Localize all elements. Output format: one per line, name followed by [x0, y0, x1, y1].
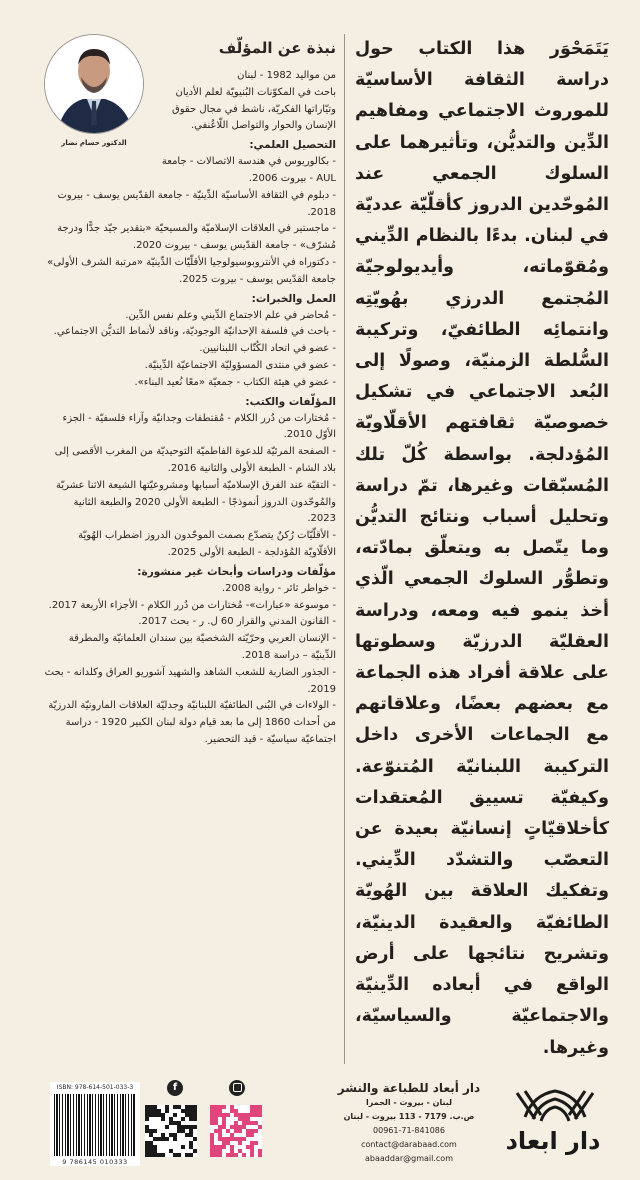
qr-module: [193, 1153, 197, 1157]
bio-list-item: - الولاءات في البُنى الطائفيّة اللبنانيّة وجدليّة العلاقات المارونيّة الدرزيّة من أحداث 1860 إلى ما بعد قيام دولة لبنان الكبير 1920 - دراسة اجتماعيّة سياسيّة - قيد التحضير.: [48, 700, 336, 745]
bio-section-heading: المؤلّفات والكتب:: [245, 395, 336, 408]
bio-section-heading: التحصيل العلمي:: [249, 139, 336, 152]
publisher-info: [334, 1080, 484, 1166]
bio-list-item: - عضو في اتحاد الكُتّاب اللبنانيين.: [199, 343, 336, 355]
qr-module: [258, 1153, 262, 1157]
bio-list-item: - الجذور الضاربة للشعب الشاهد والشهيد آشوريو العراق وكلدانه - بحث 2019.: [44, 666, 336, 695]
bio-list-item: - خواطر ثائر - رواية 2008.: [221, 582, 336, 594]
bio-list-item: - بكالوريوس في هندسة الاتصالات - جامعة AUL - بيروت 2006.: [161, 156, 336, 184]
author-bio: [44, 34, 336, 749]
isbn-barcode: [50, 1082, 140, 1166]
publisher-phone: 00961-71-841086: [373, 1125, 445, 1135]
publisher-email[interactable]: contact@darabaad.com: [361, 1139, 457, 1149]
publisher-address: لبنان - بيروت - الحمرا: [366, 1097, 452, 1107]
instagram-icon: [229, 1080, 245, 1096]
bio-list-item: - الإنسان العربي وحرّيّته الشخصيّة بين سندان العلمانيّة والمطرقة الدِّينيّة – دراسة 2018.: [68, 633, 336, 661]
bio-list-item: - دبلوم في الثقافة الأساسيّة الدِّينيّة - جامعة القدّيس يوسف - بيروت 2018.: [57, 189, 336, 218]
bio-section-heading: مؤلّفات ودراسات وأبحاث غير منشورة:: [137, 565, 336, 578]
publisher-logo: [495, 1085, 605, 1155]
publisher-po-box: ص.ب. 7179 - 113 بيروت - لبنان: [343, 1111, 475, 1121]
publisher-email[interactable]: abaaddar@gmail.com: [365, 1153, 453, 1163]
bio-list-item: - عضو في هيئة الكتاب - جمعيّة «معًا نُعيد البناء».: [134, 376, 336, 388]
bio-list-item: - باحث في فلسفة الإحدانيّة الوجوديّة، وناقد لأنماط التديُّن الاجتماعي.: [53, 326, 336, 338]
logo-wordmark: دار ابعاد: [505, 1126, 601, 1155]
author-photo-box: [44, 34, 146, 158]
bio-list-item: - مُختارات من دُرر الكلام - مُقتطفات وجدانيّة وآراء فلسفيّة - الجزء الأوّل 2010.: [62, 412, 336, 441]
bio-sections: [44, 137, 336, 749]
photo-caption: الدكتور حسام نضار: [61, 139, 127, 147]
bio-section-heading: العمل والخبرات:: [251, 292, 336, 305]
bio-list-item: - ماجستير في العلاقات الإسلاميّة والمسيحيّة «بتقدير جيّد جدًّا ودرجة مُشرّف» - جامعة القدّيس يوسف - بيروت 2020.: [57, 223, 336, 252]
publisher-name: دار أبعاد للطباعة والنشر: [337, 1080, 481, 1095]
author-section-title: نبذة عن المؤلّف: [218, 39, 336, 57]
book-blurb: يَتَمَحْوَر هذا الكتاب حول دراسة الثقافة الأساسيّة للموروث الاجتماعي ومفاهيم الدِّين والتديُّن، وتأثيرهما على السلوك الجمعي عند المُوحّدين الدروز كأقلّيّة عدديّة في لبنان. بدءًا بالنظام الدِّيني ومُقوّماته، وأيديولوجيّة المُجتمع الدرزي بهُويّتِه وانتمائِه الطائفيّ، وتركيبة السُّلطة الزمنيّة، وصولًا إلى البُعد الاجتماعي في تشكيل خصوصيّة ثقافتهم الأقلّاويّة المُؤدلجة. بواسطة كُلّ تلك المُسبّقات وغيرها، تمّ دراسة وتحليل أسباب ونتائج التديُّن وما يتّصل به ويتعلّق بمادّته، وتطوُّر السلوك الجمعي الّذي أخذ ينمو فيه ومعه، ودراسة العقليّة الدرزيّة وسطوتها على علاقة أفراد هذه الجماعة مع بعضهم بعضًا، وعلاقاتهم مع الجماعات الأخرى داخل التركيبة اللبنانيّة المُتنوّعة. وكيفيّة تسييق المُعتقدات كأخلاقيّاتٍ إنسانيّة بعيدة عن التعصّب والتشدّد الدِّيني. وتفكيك العلاقة بين الهُويّة الطائفيّة والعقيدة الدينيّة، وتشريح نتائجها على أرض الواقع في أبعاده الدِّينيّة والاجتماعيّة والسياسيّة، وغيرها.: [344, 34, 609, 1064]
bio-list-item: - التقيّة عند الفرق الإسلاميّة أسبابها ومشروعيّتها الشيعة الاثنا عشريّة والمُوحّدون الدروز أنموذجًا - الطبعة الأولى 2020 والطبعة الثانية 2023.: [55, 479, 336, 525]
bio-list-item: - الأقلّيّات رُكنٌ يتصدّع بصمت الموحّدون الدروز اضطراب الهُويّة الأقلّاويّة المُؤدلجة - الطبعة الأولى 2025.: [78, 530, 336, 558]
facebook-qr-code[interactable]: [145, 1105, 197, 1157]
bio-list-item: - دكتوراه في الأنتروبوسيولوجيا الأقلّيّات الدِّينيّة «مرتبة الشرف الأولى» جامعة القدّيس يوسف - بيروت 2025.: [47, 256, 336, 285]
bio-list-item: - الصفحة المرئيّة للدعوة الفاطميّة التوحيديّة من المغرب الأقصى إلى بلاد الشام - الطبعة الأولى والثانية 2016.: [54, 446, 336, 474]
instagram-qr-code[interactable]: [210, 1105, 262, 1157]
isbn-label: ISBN: 978-614-501-033-3: [56, 1083, 134, 1091]
cover-bottom: [0, 1080, 640, 1180]
bio-list-item: - عضو في منتدى المسؤوليّة الاجتماعيّة الدِّينيّة.: [144, 359, 336, 371]
author-photo: [44, 34, 144, 134]
bio-list-item: - مُحاضر في علم الاجتماع الدِّيني وعلم نفس الدِّين.: [125, 309, 336, 321]
barcode-digits: 9 786145 010333: [62, 1157, 128, 1166]
facebook-icon: f: [167, 1080, 183, 1096]
barcode-bars: [54, 1094, 136, 1156]
bio-list-item: - موسوعة «عبارات»- مُختارات من دُرر الكلام - الأجزاء الأربعة 2017.: [48, 599, 336, 611]
bio-list-item: - القانون المدني والقرار 60 ل. ر - بحث 2017.: [138, 616, 336, 628]
bio-intro: من مواليد 1982 - لبنان: [237, 70, 336, 81]
bio-intro: باحث في المكوّنات البُنيويّة لعلم الأديان وتيّاراتها الفكريّة، ناشط في مجال حقوق الإنسان والحوار والتواصل اللّاعُنفي.: [171, 86, 336, 132]
